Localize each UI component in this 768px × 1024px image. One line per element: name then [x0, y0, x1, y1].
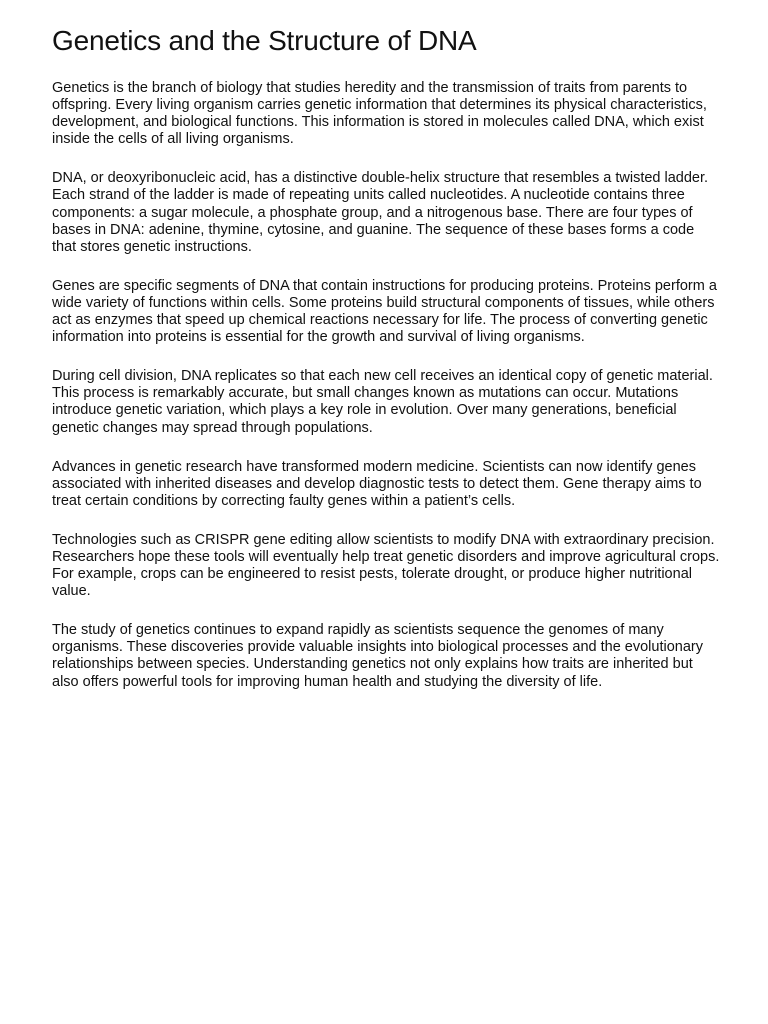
paragraph-genes-proteins: Genes are specific segments of DNA that contain instructions for producing proteins. Proteins perform a wide variety of functions within cells. Some proteins build structural components of tissues, while others act as enzymes that speed up chemical reactions necessary for life. The process of converting genetic information into proteins is essential for the growth and survival of living organisms.	[52, 277, 717, 346]
document-page	[52, 22, 720, 713]
page-title: Genetics and the Structure of DNA	[52, 25, 477, 56]
paragraph-replication: During cell division, DNA replicates so that each new cell receives an identical copy of genetic material. This process is remarkably accurate, but small changes known as mutations can occur. Mutations introduce genetic variation, which plays a key role in evolution. Over many generations, beneficial genetic changes may spread through populations.	[52, 368, 713, 436]
paragraph-medicine: Advances in genetic research have transformed modern medicine. Scientists can now identify genes associated with inherited diseases and develop diagnostic tests to detect them. Gene therapy aims to treat certain conditions by correcting faulty genes within a patient’s cells.	[52, 458, 702, 509]
paragraph-conclusion: The study of genetics continues to expand rapidly as scientists sequence the genomes of many organisms. These discoveries provide valuable insights into biological processes and the evolutionary relationships between species. Understanding genetics not only explains how traits are inherited but also offers powerful tools for improving human health and studying the diversity of life.	[52, 622, 703, 690]
paragraph-crispr: Technologies such as CRISPR gene editing allow scientists to modify DNA with extraordinary precision. Researchers hope these tools will eventually help treat genetic disorders and improve agricultural crops. For example, crops can be engineered to resist pests, tolerate drought, or produce higher nutritional value.	[52, 531, 720, 600]
paragraph-dna-structure: DNA, or deoxyribonucleic acid, has a distinctive double-helix structure that resembles a twisted ladder. Each strand of the ladder is made of repeating units called nucleotides. A nucleotide contains three components: a sugar molecule, a phosphate group, and a nitrogenous base. There are four types of bases in DNA: adenine, thymine, cytosine, and guanine. The sequence of these bases forms a code that stores genetic instructions.	[52, 170, 709, 255]
paragraph-heredity: Genetics is the branch of biology that studies heredity and the transmission of traits from parents to offspring. Every living organism carries genetic information that determines its physical characteristics, development, and biological functions. This information is stored in molecules called DNA, which exist inside the cells of all living organisms.	[52, 80, 707, 148]
